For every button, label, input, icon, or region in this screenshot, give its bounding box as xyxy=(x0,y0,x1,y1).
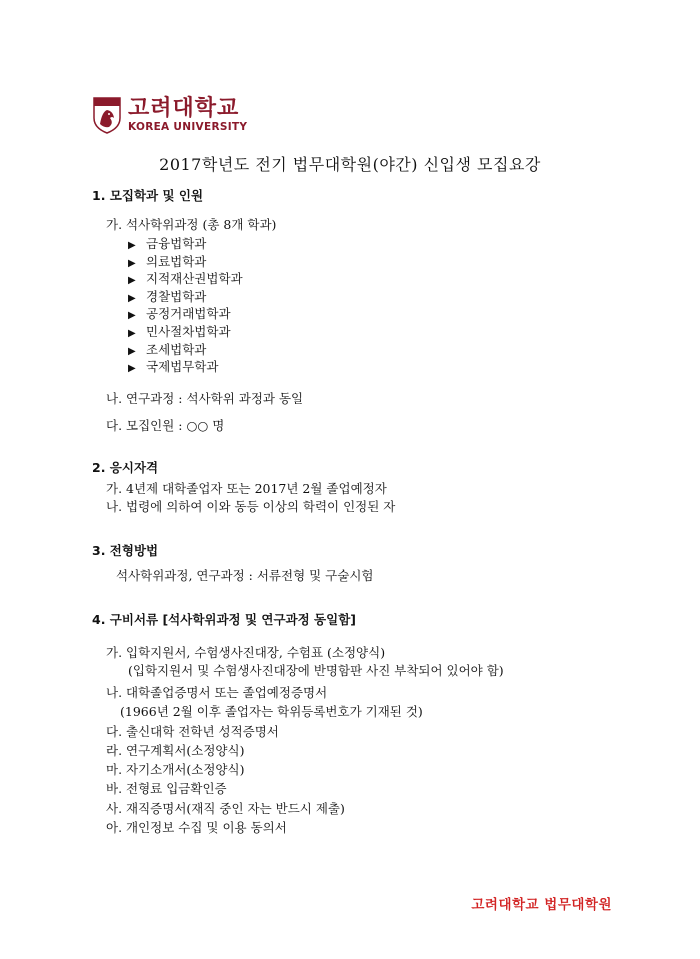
bullet-arrow-icon: ▶ xyxy=(128,328,136,339)
s4-item: 나. 대학졸업증명서 또는 졸업예정증명서 xyxy=(106,685,328,700)
s2-item-b: 나. 법령에 의하여 이와 동등 이상의 학력이 인정된 자 xyxy=(106,499,396,514)
footer-signature: 고려대학교 법무대학원 xyxy=(471,897,612,913)
section-2-heading: 2. 응시자격 xyxy=(92,460,159,475)
dept-item: ▶ 민사절차법학과 xyxy=(128,324,231,339)
bullet-arrow-icon: ▶ xyxy=(128,363,136,374)
s1-item-a: 가. 석사학위과정 (총 8개 학과) xyxy=(106,217,277,232)
s4-item: 마. 자기소개서(소정양식) xyxy=(106,762,245,777)
s4-item: 다. 출신대학 전학년 성적증명서 xyxy=(106,724,279,739)
bullet-arrow-icon: ▶ xyxy=(128,293,136,304)
s3-item-a: 석사학위과정, 연구과정 : 서류전형 및 구술시험 xyxy=(116,568,374,583)
s1-item-b: 나. 연구과정 : 석사학위 과정과 동일 xyxy=(106,391,304,406)
s4-item-note: (입학지원서 및 수험생사진대장에 반명함판 사진 부착되어 있어야 함) xyxy=(128,663,504,678)
logo-name-en: KOREA UNIVERSITY xyxy=(128,121,248,133)
document-title: 2017학년도 전기 법무대학원(야간) 신입생 모집요강 xyxy=(159,155,541,174)
s4-item-note: (1966년 2월 이후 졸업자는 학위등록번호가 기재된 것) xyxy=(120,704,423,719)
s4-item: 사. 재직증명서(재직 중인 자는 반드시 제출) xyxy=(106,801,345,816)
logo-name-ko: 고려대학교 xyxy=(128,96,240,121)
bullet-arrow-icon: ▶ xyxy=(128,310,136,321)
bullet-arrow-icon: ▶ xyxy=(128,346,136,357)
s4-item: 라. 연구계획서(소정양식) xyxy=(106,743,245,758)
s4-item: 바. 전형료 입금확인증 xyxy=(106,781,227,796)
bullet-arrow-icon: ▶ xyxy=(128,275,136,286)
s4-item: 아. 개인정보 수집 및 이용 동의서 xyxy=(106,820,287,835)
section-1-heading: 1. 모집학과 및 인원 xyxy=(92,188,204,203)
dept-item: ▶ 지적재산권법학과 xyxy=(128,271,243,286)
section-3-heading: 3. 전형방법 xyxy=(92,543,159,558)
dept-item: ▶ 의료법학과 xyxy=(128,254,207,269)
section-4-heading: 4. 구비서류 [석사학위과정 및 연구과정 동일함] xyxy=(92,612,356,627)
crest-icon xyxy=(92,96,122,134)
university-logo xyxy=(92,96,247,134)
s4-item: 가. 입학지원서, 수험생사진대장, 수험표 (소정양식) xyxy=(106,645,386,660)
dept-item: ▶ 조세법학과 xyxy=(128,342,207,357)
dept-item: ▶ 경찰법학과 xyxy=(128,289,207,304)
bullet-arrow-icon: ▶ xyxy=(128,258,136,269)
bullet-arrow-icon: ▶ xyxy=(128,240,136,251)
dept-item: ▶ 금융법학과 xyxy=(128,236,207,251)
s2-item-a: 가. 4년제 대학졸업자 또는 2017년 2월 졸업예정자 xyxy=(106,481,387,496)
dept-item: ▶ 공정거래법학과 xyxy=(128,306,231,321)
s1-item-c: 다. 모집인원 : ○○ 명 xyxy=(106,418,225,433)
dept-item: ▶ 국제법무학과 xyxy=(128,359,219,374)
